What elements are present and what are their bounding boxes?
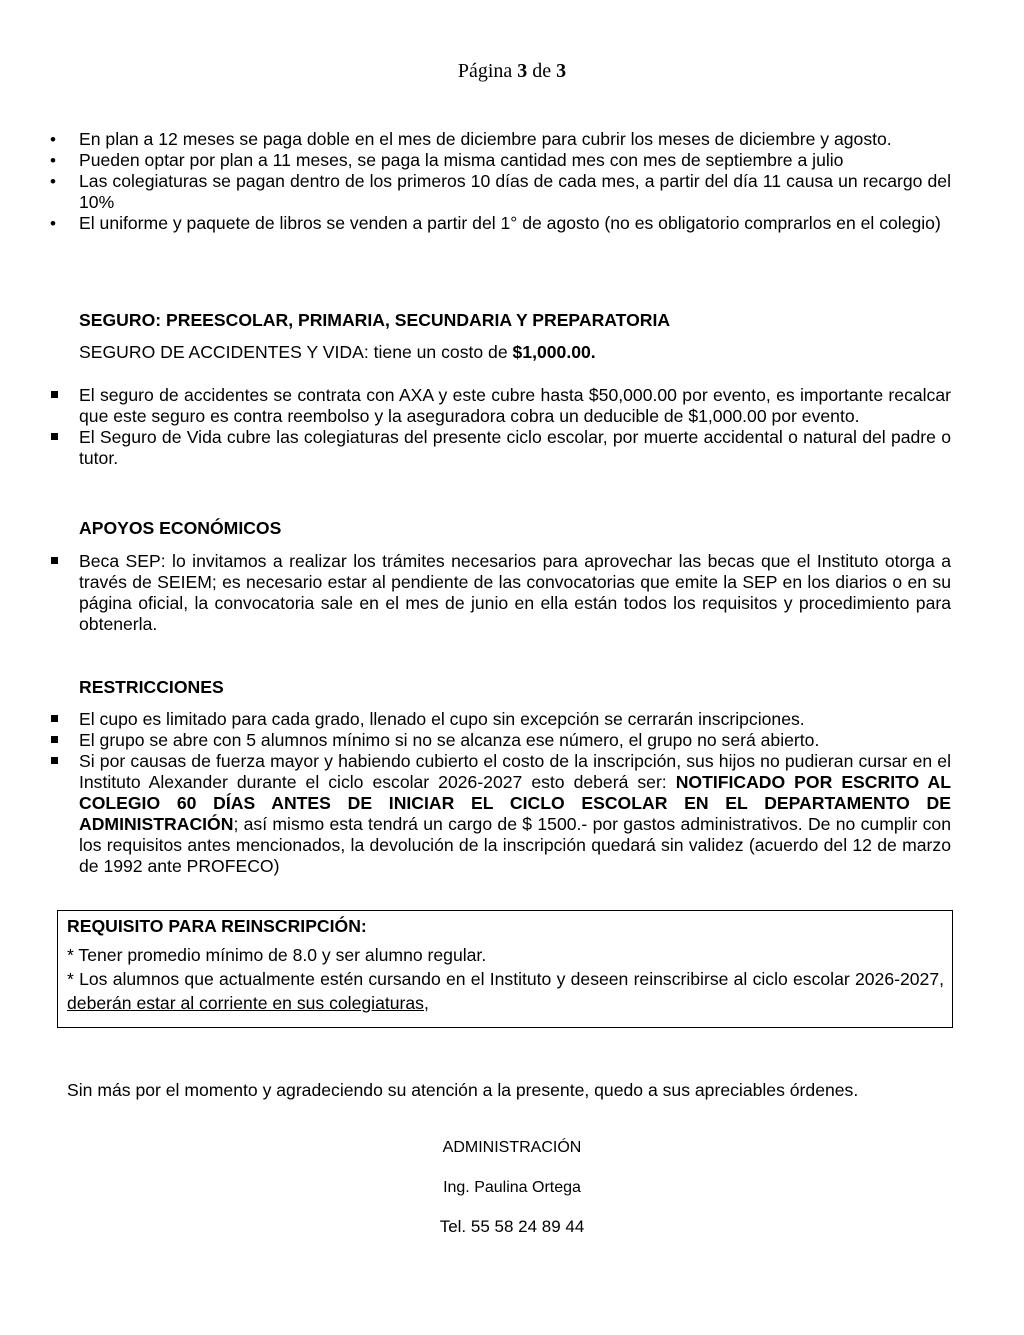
bullet-square-icon [51,433,58,440]
signature-department: ADMINISTRACIÓN [442,1139,582,1156]
closing-text: Sin más por el momento y agradeciendo su atención a la presente, quedo a sus apreciables órdenes. [67,1080,859,1100]
list-item: Si por causas de fuerza mayor y habiendo cubierto el costo de la inscripción, sus hijos no pudieran cursar en el Instituto Alexander durante el ciclo escolar 2026-2027 esto deberá ser: NOTIFICADO POR ESCRITO AL COLEGIO 60 DÍAS ANTES DE INICIAR EL CICLO ESCOLAR EN EL DEPARTAMENTO DE ADMINISTRACIÓN; así mismo esta tendrá un cargo de $ 1500.- por gastos administrativos. De no cumplir con los requisitos antes mencionados, la devolución de la inscripción quedará sin validez (acuerdo del 12 de marzo de 1992 ante PROFECO) [0,751,951,877]
restricciones-heading: RESTRICCIONES [79,677,224,697]
bullet-dot-icon [50,171,56,192]
bullet-dot-icon [50,129,56,150]
requisito-line-2: * Los alumnos que actualmente estén cursando en el Instituto y deseen reinscribirse al ciclo escolar 2026-2027, deberán estar al corriente en sus colegiaturas, [67,969,944,1013]
bullet-square-icon [51,715,58,722]
list-item: El seguro de accidentes se contrata con AXA y este cubre hasta $50,000.00 por evento, es importante recalcar que este seguro es contra reembolso y la aseguradora cobra un deducible de $1,000.00 por evento. [0,385,951,427]
bullet-dot-icon [50,150,56,171]
apoyos-list [0,551,951,635]
bullet-square-icon [51,757,58,764]
bullet-square-icon [51,557,58,564]
signature-name: Ing. Paulina Ortega [443,1179,581,1196]
seguro-heading: SEGURO: PREESCOLAR, PRIMARIA, SECUNDARIA Y PREPARATORIA [79,310,671,330]
apoyos-heading: APOYOS ECONÓMICOS [79,518,282,538]
payment-list [0,129,951,234]
list-item: • El uniforme y paquete de libros se venden a partir del 1° de agosto (no es obligatorio comprarlos en el colegio) [0,213,951,234]
seguro-list [0,385,951,469]
signature-phone: Tel. 55 58 24 89 44 [439,1217,585,1236]
list-item: Beca SEP: lo invitamos a realizar los trámites necesarios para aprovechar las becas que el Instituto otorga a través de SEIEM; es necesario estar al pendiente de las convocatorias que emite la SEP en los diarios o en su página oficial, la convocatoria sale en el mes de junio en ella están todos los requisitos y procedimiento para obtenerla. [0,551,951,635]
list-item: • Pueden optar por plan a 11 meses, se paga la misma cantidad mes con mes de septiembre a julio [0,150,951,171]
seguro-cost: SEGURO DE ACCIDENTES Y VIDA: tiene un costo de $1,000.00. [79,342,596,362]
requisito-title: REQUISITO PARA REINSCRIPCIÓN: [67,916,367,936]
page-number: Página 3 de 3 [457,60,567,82]
bullet-dot-icon [50,213,56,234]
restricciones-list [0,709,951,877]
list-item: • Las colegiaturas se pagan dentro de los primeros 10 días de cada mes, a partir del día 11 causa un recargo del 10% [0,171,951,213]
list-item: • En plan a 12 meses se paga doble en el mes de diciembre para cubrir los meses de diciembre y agosto. [0,129,951,150]
list-item: El Seguro de Vida cubre las colegiaturas del presente ciclo escolar, por muerte accidental o natural del padre o tutor. [0,427,951,469]
requisito-box [57,910,953,1028]
bullet-square-icon [51,736,58,743]
list-item: El cupo es limitado para cada grado, llenado el cupo sin excepción se cerrarán inscripciones. [0,709,951,730]
bullet-square-icon [51,391,58,398]
list-item: El grupo se abre con 5 alumnos mínimo si no se alcanza ese número, el grupo no será abierto. [0,730,951,751]
requisito-line-1: * Tener promedio mínimo de 8.0 y ser alumno regular. [67,945,487,965]
